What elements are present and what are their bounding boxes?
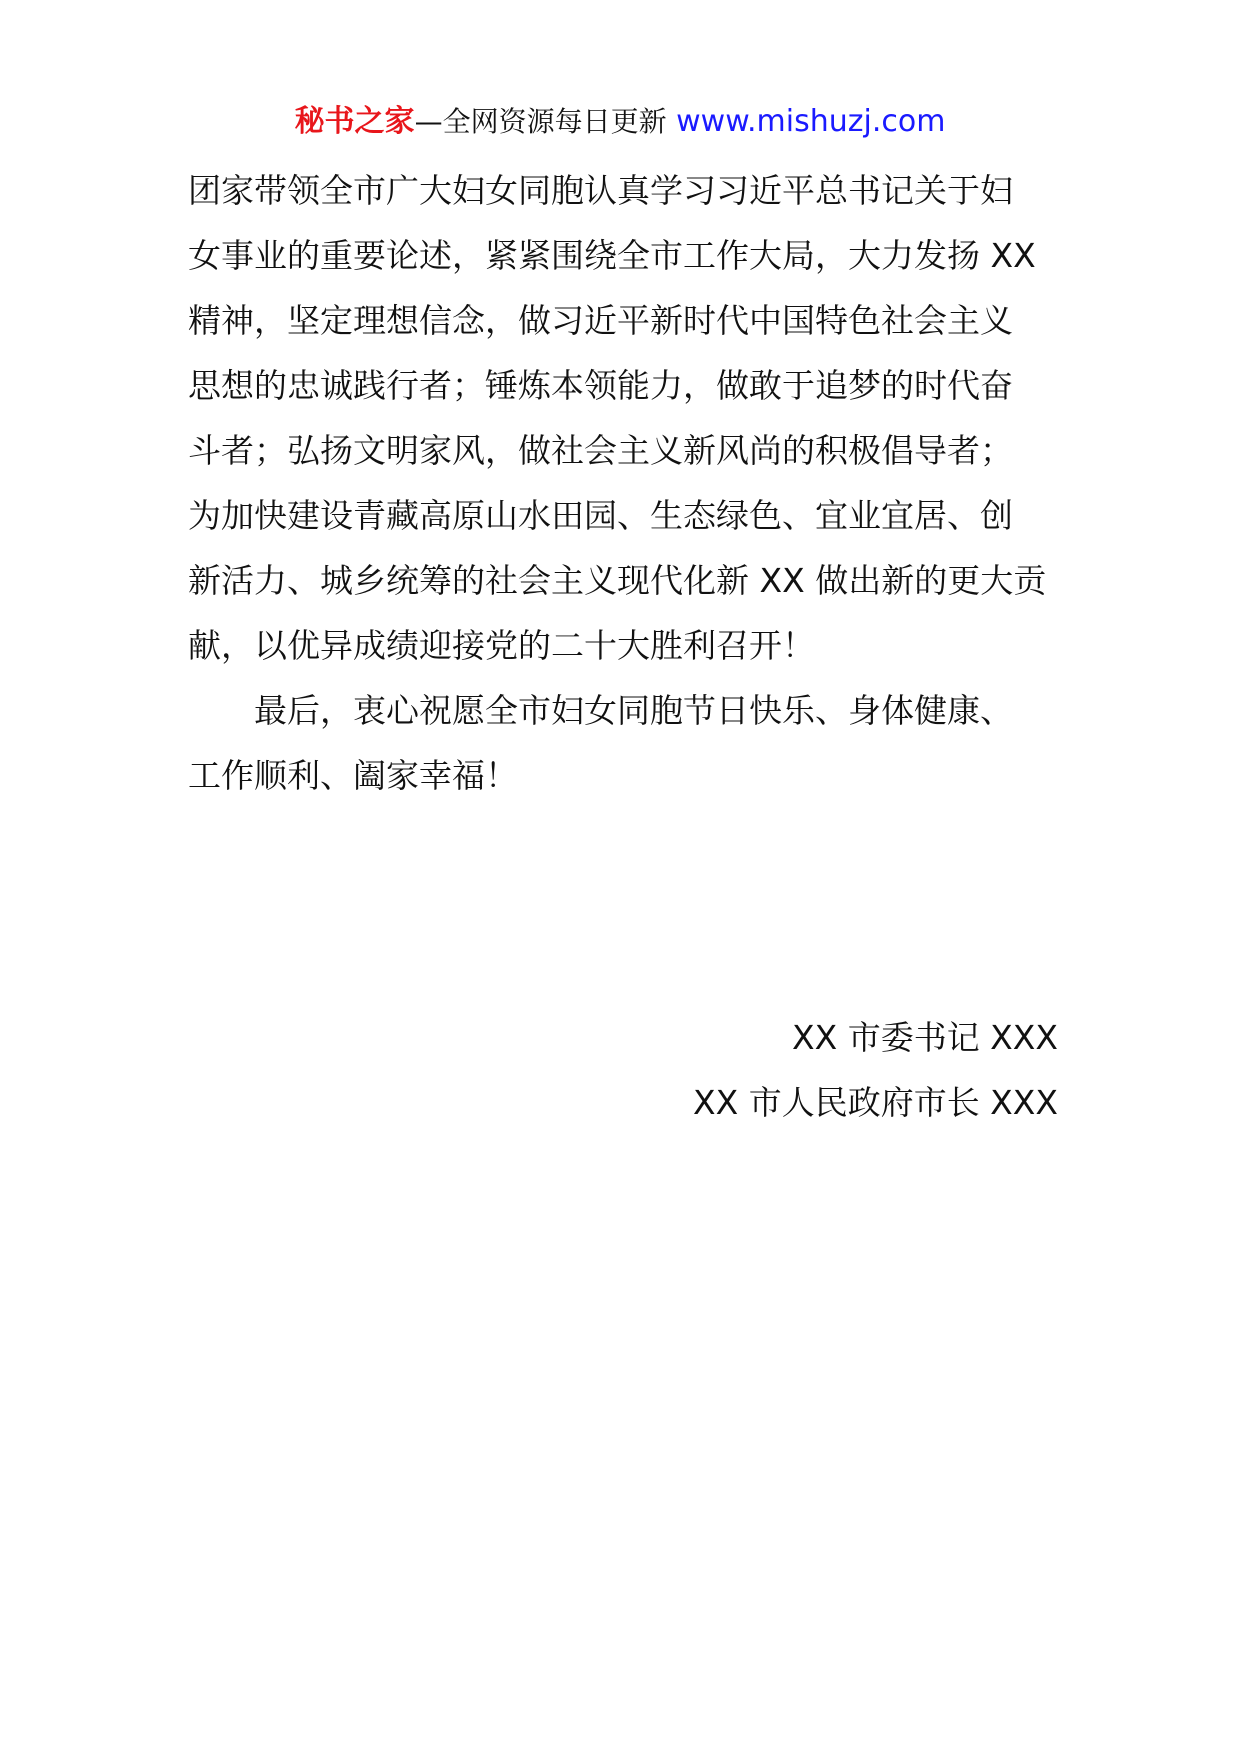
- body-line: 新活力、城乡统筹的社会主义现代化新 XX 做出新的更大贡: [188, 561, 1047, 600]
- closing-line: 工作顺利、阖家幸福！: [188, 756, 518, 795]
- brand-name: 秘书之家: [294, 104, 415, 139]
- body-line: 团家带领全市广大妇女同胞认真学习习近平总书记关于妇: [188, 171, 1013, 210]
- body-line: 女事业的重要论述，紧紧围绕全市工作大局，大力发扬 XX: [188, 236, 1036, 275]
- page-header: [0, 102, 1240, 142]
- signature-block: [693, 1005, 1058, 1135]
- document-body: [188, 158, 1058, 808]
- body-line: 精神，坚定理想信念，做习近平新时代中国特色社会主义: [188, 301, 1013, 340]
- website-link[interactable]: www.mishuzj.com: [676, 104, 946, 139]
- body-line: 斗者；弘扬文明家风，做社会主义新风尚的积极倡导者；: [188, 431, 1013, 470]
- signature-mayor: XX 市人民政府市长 XXX: [692, 1083, 1058, 1122]
- body-line: 献，以优异成绩迎接党的二十大胜利召开！: [188, 626, 815, 665]
- signature-party-secretary: XX 市委书记 XXX: [791, 1018, 1058, 1057]
- body-line: 思想的忠诚践行者；锤炼本领能力，做敢于追梦的时代奋: [188, 366, 1013, 405]
- closing-line: 最后，衷心祝愿全市妇女同胞节日快乐、身体健康、: [254, 691, 1013, 730]
- header-tagline: —全网资源每日更新: [414, 105, 667, 138]
- body-line: 为加快建设青藏高原山水田园、生态绿色、宜业宜居、创: [188, 496, 1013, 535]
